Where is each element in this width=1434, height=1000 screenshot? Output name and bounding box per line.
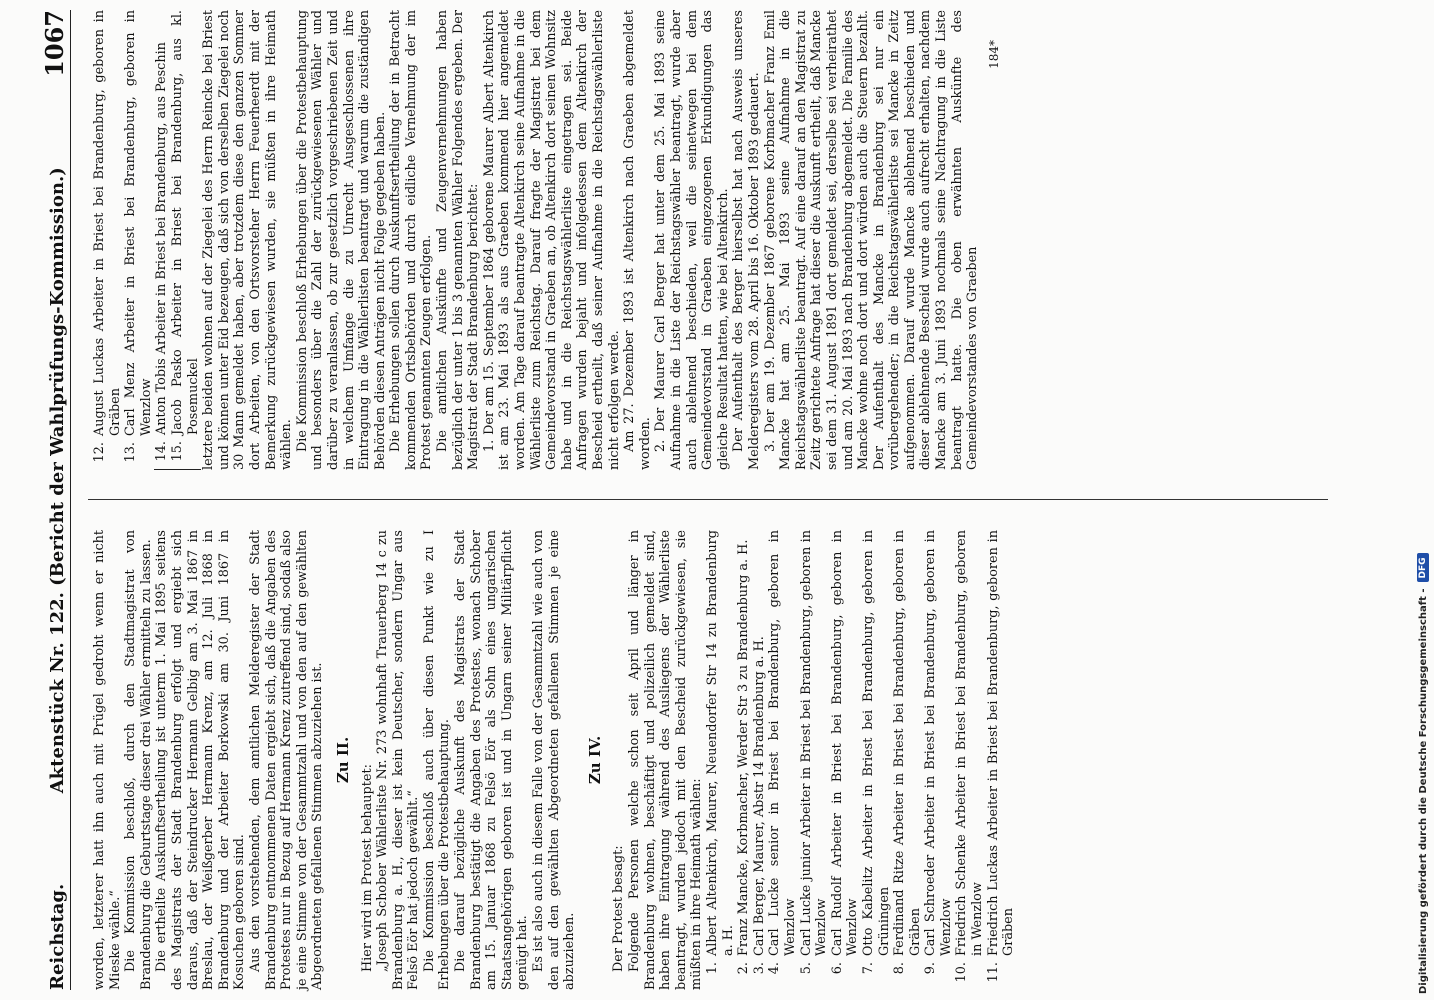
credit-text: Digitalisierung gefördert durch die Deutsche Forschungsgemeinschaft - xyxy=(1417,588,1429,994)
list-item: 5. Carl Lucke junior Arbeiter in Briest bei Brandenburg, geboren in Wenzlow xyxy=(798,530,830,975)
list-item: 9. Carl Schroeder Arbeiter in Briest bei Brandenburg, geboren in Wenzlow xyxy=(923,530,954,975)
paragraph: Die ertheilte Auskunftsertheilung ist unterm 1. Mai 1895 seitens des Magistrats der Stadt Brandenburg erfolgt und ergiebt sich daraus, daß der Steindrucker Hermann Gelbig am 3. Mai 1867 in Breslau, der Weißgerber Hermann Krenz, am 12. Juli 1868 in Brandenburg und der Arbeiter Borkowski am 30. Juni 1867 in Kosuchen geboren sind. xyxy=(154,530,248,990)
bracketed-voter-list xyxy=(154,10,201,470)
list-item: 2. Franz Mancke, Korbmacher, Werder Str 3 zu Brandenburg a. H. xyxy=(736,539,752,975)
paragraph: Die Kommission beschloß Erhebungen über die Protestbehauptung und besonders über die Zahl der zurückgewiesenen Wähler und darüber zu veranlassen, ob zur gesetzlich vorgeschriebenen Zeit und in welchem Umfange die zu Unrecht Ausgeschlossenen ihre Eintragung in die Wählerlisten beantragt und warum die zuständigen Behörden diesen Anträgen nicht Folge gegeben haben. xyxy=(294,10,388,470)
section-heading-ii: Zu II. xyxy=(333,736,352,784)
list-item: 7. Otto Kabelitz Arbeiter in Briest bei Brandenburg, geboren in Grüningen xyxy=(860,530,892,975)
right-column xyxy=(92,10,1002,470)
header-title: Aktenstück Nr. 122. (Bericht der Wahlprüfungs-Kommission.) xyxy=(47,167,68,794)
paragraph: Die amtlichen Auskünfte und Zeugenvernehmungen haben bezüglich der unter 1 bis 3 genannten Wähler Folgendes ergeben. Der Magistrat der Stadt Brandenburg berichtet: xyxy=(435,10,482,470)
list-item: 13. Carl Menz Arbeiter in Briest bei Brandenburg, geboren in Wenzlow xyxy=(123,10,154,463)
paragraph: Hier wird im Protest behauptet: xyxy=(359,764,375,972)
list-item: 1. Albert Altenkirch, Maurer, Neuendorfer Str 14 zu Brandenburg a. H. xyxy=(704,530,736,975)
digitization-credit xyxy=(1415,4,1431,994)
rotated-page-content xyxy=(40,10,1330,990)
paragraph: Die darauf bezügliche Auskunft des Magistrats der Stadt Brandenburg bestätigt die Angaben des Protestes, wonach Schober am 15. Januar 1868 zu Felsö Eör als Sohn eines ungarischen Staatsangehörigen geboren ist und in Ungarn seiner Militärpflicht genügt hat. xyxy=(453,530,531,990)
list-item: 8. Ferdinand Ritze Arbeiter in Briest bei Brandenburg, geboren in Gräben xyxy=(892,530,923,975)
list-item: 10. Friedrich Schenke Arbeiter in Briest bei Brandenburg, geboren in Wenzlow xyxy=(954,530,986,983)
header-left: Reichstag. xyxy=(47,883,68,990)
paragraph: Folgende Personen welche schon seit April und länger in Brandenburg wohnen, beschäftigt und polizeilich gemeldet sind, haben ihre Eintragung während des Ausliegens der Wählerliste beantragt, wurden jedoch mit den Bescheid zurückgewiesen, sie müßten in ihre Heimath wählen: xyxy=(627,530,705,990)
paragraph: worden, letzterer hatt ihn auch mit Prügel gedroht wenn er nicht Mieske wähle.“ xyxy=(92,530,123,990)
paragraph: Die Erhebungen sollen durch Auskunftsertheilung der in Betracht kommenden Ortsbehörden und durch eidliche Vernehmung der im Protest genannten Zeugen erfolgen. xyxy=(388,10,435,470)
page-number: 1067 xyxy=(40,10,69,77)
list-item: 12. August Luckas Arbeiter in Briest bei Brandenburg, geboren in Gräben xyxy=(92,10,123,463)
paragraph: Es ist also auch in diesem Falle von der Gesammtzahl wie auch von den auf den gewählten Abgeordneten gefallenen Stimmen je eine abzuziehen. xyxy=(531,530,578,990)
voter-list-continued xyxy=(92,10,154,470)
paragraph: 1. Der am 15. September 1864 geborene Maurer Albert Altenkirch ist am 23. Mai 1893 als aus Graeben kommend hier angemeldet worden. Am Tage darauf beantragte Altenkirch seine Aufnahme in die Wählerliste zum Reichstag. Darauf fragte der Magistrat bei dem Gemeindevorstand in Graeben an, ob Altenkirch dort seinen Wohnsitz habe und in die Reichstagswählerliste eingetragen sei. Beide Anfragen wurden bejaht und infolgedessen dem Altenkirch der Bescheid ertheilt, daß seiner Aufnahme in die Reichstagswählerliste nicht erfolgen werde. xyxy=(481,10,622,470)
list-item: 15. Jacob Pasko Arbeiter in Briest bei Brandenburg, aus kl. Posemuckel xyxy=(170,10,201,470)
paragraph: Der Aufenthalt des Berger hierselbst hat nach Ausweis unseres Melderegisters vom 28. April bis 16. Oktober 1893 gedauert. xyxy=(731,10,762,470)
paragraph: letztere beiden wohnen auf der Ziegelei des Herrn Reincke bei Briest und können unter Eid bezeugen, daß sich von derselben Ziegelei noch 30 Mann gemeldet haben, aber trotzdem diese den ganzen Sommer dort Arbeiten, von den Ortsvorsteher Herrn Feuerheerdt mit der Bemerkung zurückgewiesen wurden, sie müßten in ihre Heimath wählen. xyxy=(201,10,295,470)
list-item: 4. Carl Lucke senior in Briest bei Brandenburg, geboren in Wenzlow xyxy=(767,530,798,975)
list-item: 6. Carl Rudolf Arbeiter in Briest bei Brandenburg, geboren in Wenzlow xyxy=(829,530,861,975)
list-item: 11. Friedrich Luckas Arbeiter in Briest bei Brandenburg, geboren in Gräben xyxy=(985,530,1017,983)
paragraph: Die Kommission beschloß, durch den Stadtmagistrat von Brandenburg die Geburtstage dieser drei Wähler ermitteln zu lassen. xyxy=(123,530,154,990)
paragraph: 3. Der am 19. Dezember 1867 geborene Korbmacher Franz Emil Mancke hat am 25. Mai 1893 seine Aufnahme in die Reichstagswählerliste beantragt. Auf eine darauf an den Magistrat zu Zeitz gerichtete Anfrage hat dieser die Auskunft ertheilt, daß Mancke sei dem 31. August 1891 dort gemeldet sei, derselbe sei verheirathet und am 20. Mai 1893 nach Brandenburg abgemeldet. Die Familie des Mancke wohne noch dort und dort würden auch die Steuern bezahlt. Der Aufenthalt des Mancke in Brandenburg sei nur ein vorübergehender; in die Reichstagswählerliste sei Mancke in Zeitz aufgenommen. Darauf wurde Mancke ablehnend beschieden und dieser ablehnende Bescheid wurde auch aufrecht erhalten, nachdem Mancke am 3. Juni 1893 nochmals seine Nachtragung in die Liste beantragt hatte. Die oben erwähnten Auskünfte des Gemeindevorstandes von Graeben xyxy=(762,10,981,470)
left-column xyxy=(92,530,1017,990)
dfg-logo: DFG xyxy=(1417,553,1429,582)
quote-paragraph: „Joseph Schober Wählerliste Nr. 273 wohnhaft Trauerberg 14 c zu Brandenburg a. H., dieser ist kein Deutscher, sondern Ungar aus Felsö Eör hat jedoch gewählt.“ xyxy=(375,530,422,990)
voter-list xyxy=(705,530,1017,990)
list-item: 3. Carl Berger, Maurer, Abstr 14 Brandenburg a. H. xyxy=(751,636,767,975)
page-header xyxy=(40,10,71,990)
paragraph: Die Kommission beschloß auch über diesen Punkt wie zu I Erhebungen über die Protestbehauptung. xyxy=(421,530,453,990)
section-heading-iv: Zu IV. xyxy=(585,735,604,785)
sheet-signature: 184* xyxy=(986,40,1001,69)
paragraph: Aus den vorstehenden, dem amtlichen Melderegister der Stadt Brandenburg entnommenen Daten ergiebt sich, daß die Angaben des Protestes nur in Bezug auf Hermann Krenz zutreffend sind, sodaß also je eine Stimme von der Gesammtzahl und von den auf den gewählten Abgeordneten gefallenen Stimmen abzuziehen ist. xyxy=(247,530,326,990)
paragraph: Am 27. Dezember 1893 ist Altenkirch nach Graeben abgemeldet worden. xyxy=(622,10,653,470)
column-divider xyxy=(88,499,1328,500)
paragraph: 2. Der Maurer Carl Berger hat unter dem 25. Mai 1893 seine Aufnahme in die Liste der Reichstagswähler beantragt, wurde aber auch ablehnend beschieden, weil die seinetwegen bei dem Gemeindevorstand in Graeben eingezogenen Erkundigungen das gleiche Resultat hatten, wie bei Altenkirch. xyxy=(653,10,731,470)
list-item: 14. Anton Tobis Arbeiter in Briest bei Brandenburg, aus Peschin xyxy=(154,10,170,470)
paragraph: Der Protest besagt: xyxy=(611,845,627,972)
